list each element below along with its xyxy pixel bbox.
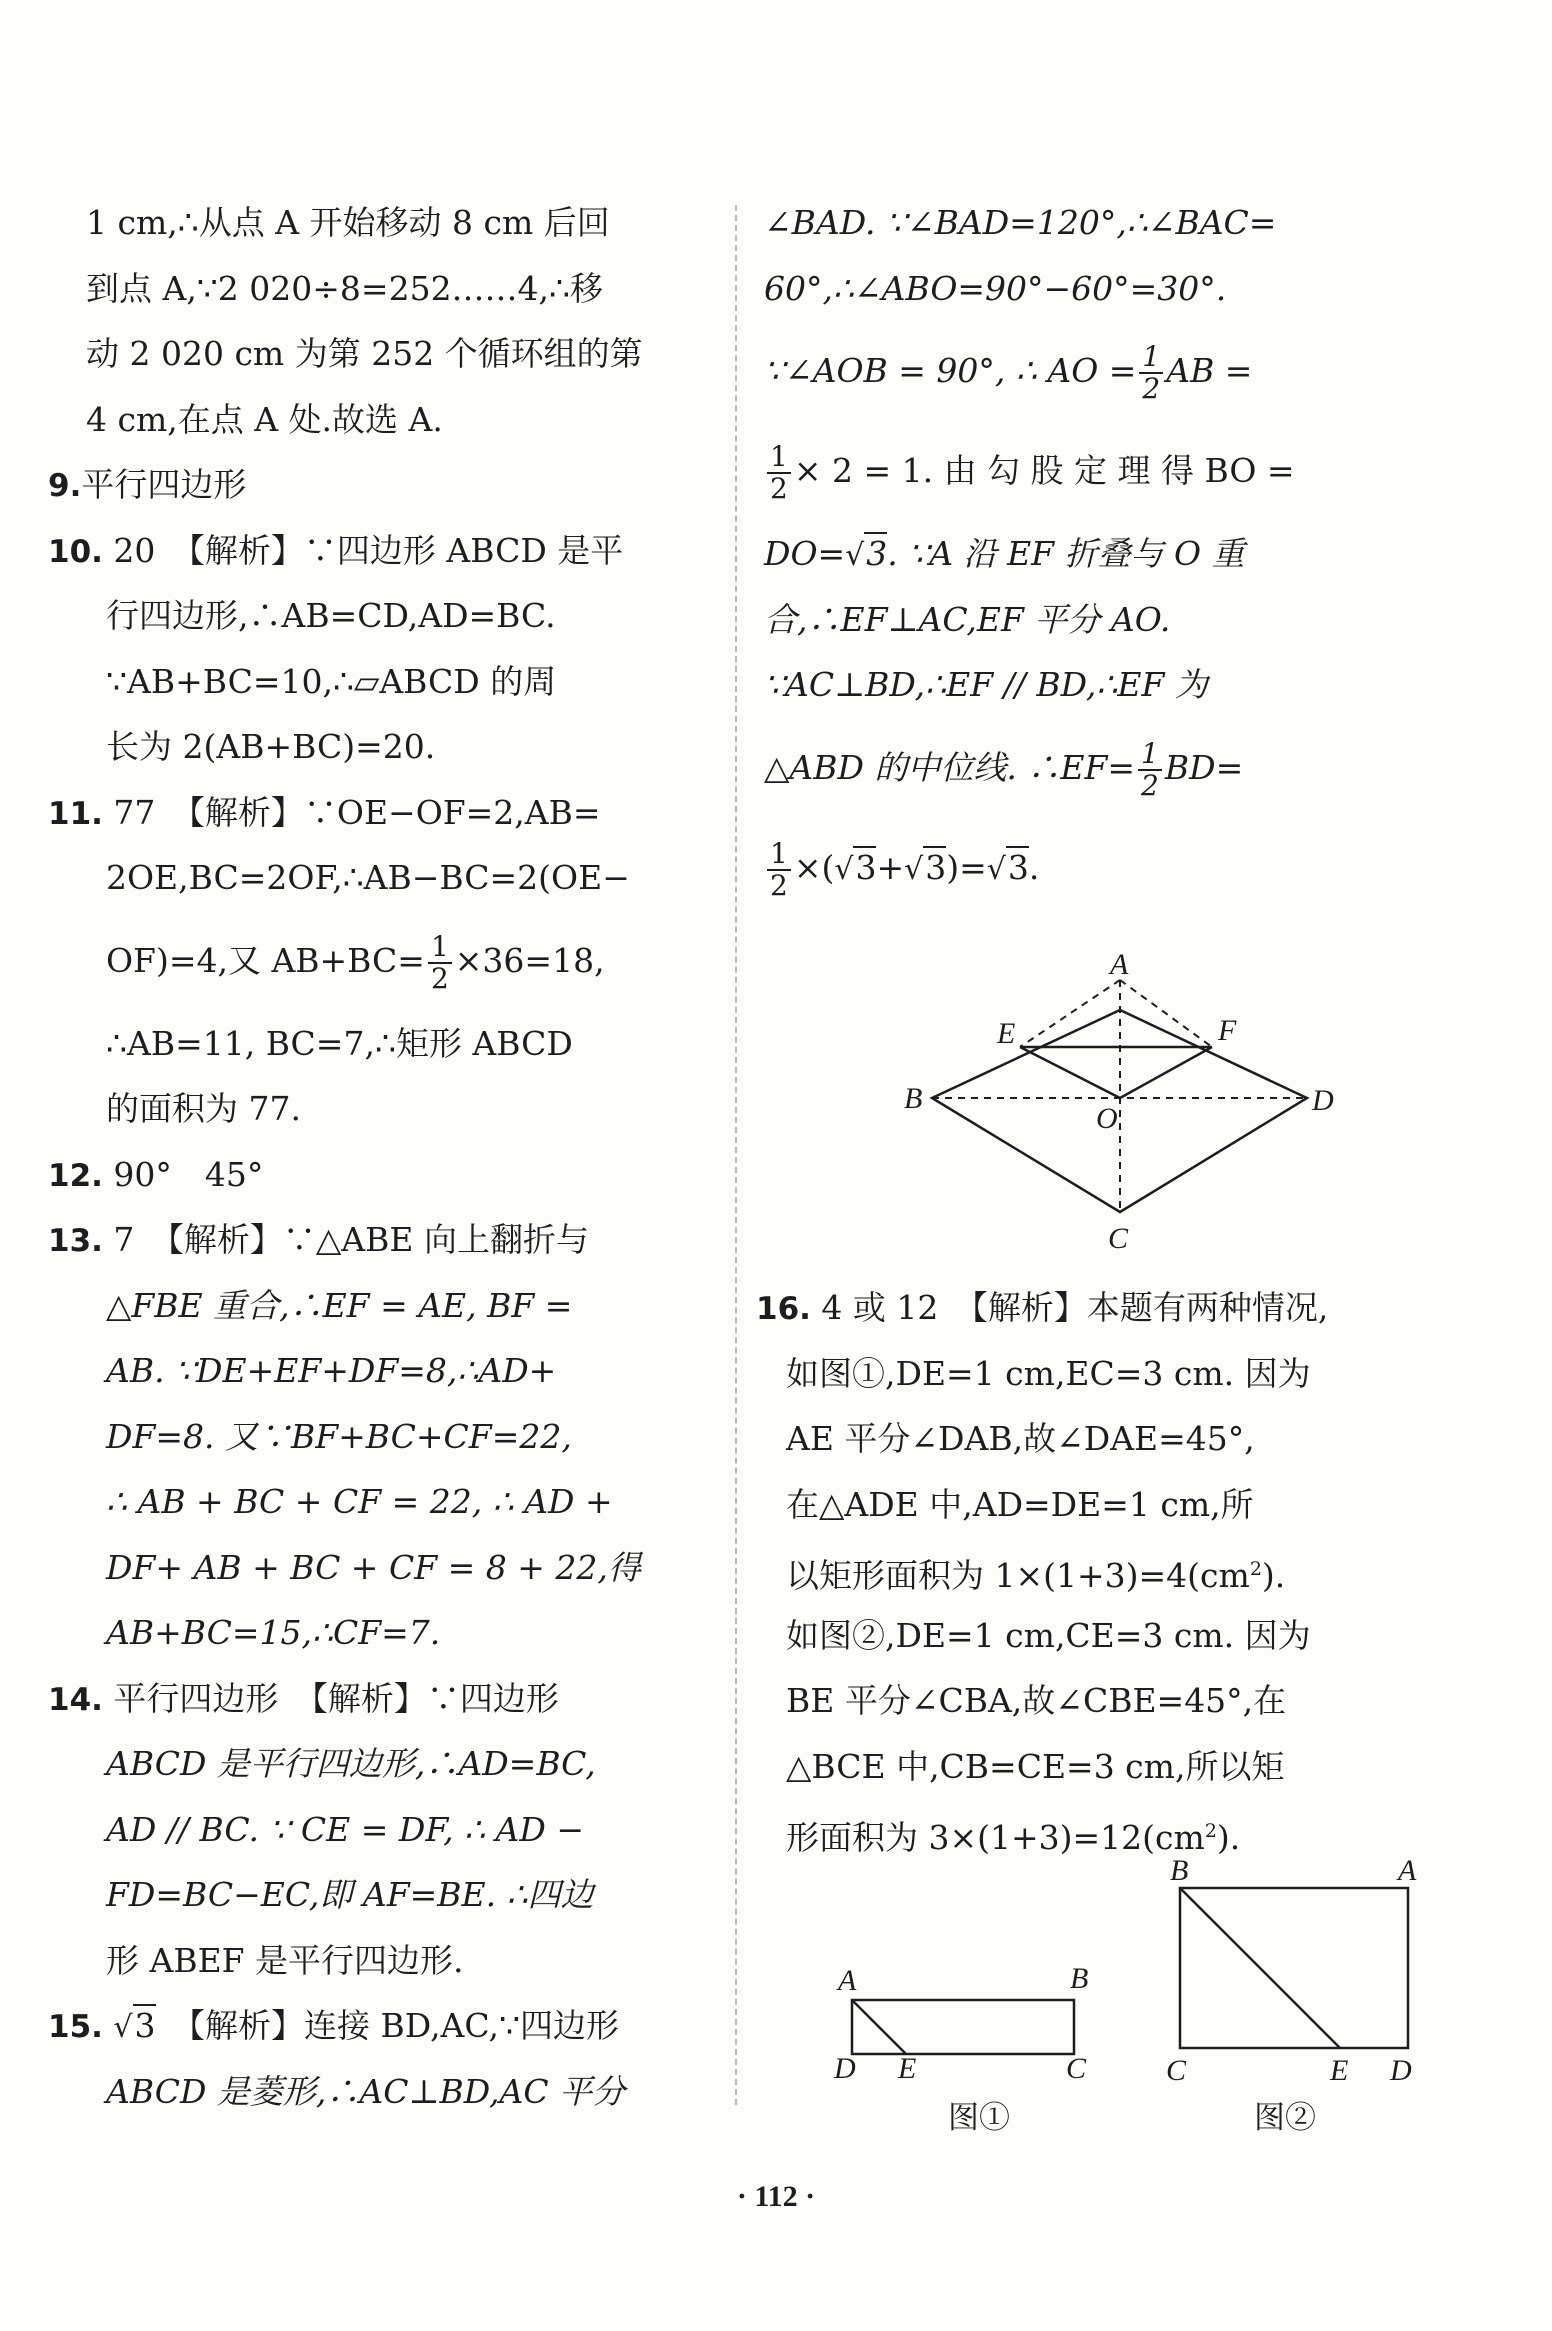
q16-block	[756, 1275, 1424, 1865]
figure-2-caption: 图②	[1254, 2100, 1316, 2136]
r9-frac-num: 1	[767, 839, 791, 871]
q16-text-5b: ).	[1261, 1556, 1286, 1595]
q15-number: 15.	[48, 2009, 103, 2045]
q15-cont-line-1: ∠BAD. ∵∠BAD=120°,∴∠BAC=	[764, 203, 1277, 242]
q9	[48, 452, 706, 518]
q16-text-1: 4 或 12 【解析】本题有两种情况,	[821, 1288, 1329, 1327]
q13-line-5: ∴ AB + BC + CF = 22, ∴ AD +	[106, 1482, 613, 1521]
r8-fraction	[1138, 736, 1162, 802]
q15-cont-line-4	[764, 421, 1414, 521]
q15-cont-line-8	[764, 718, 1414, 818]
q12-answer: 90° 45°	[113, 1154, 264, 1194]
r5-radical: √	[845, 538, 865, 573]
r4-frac-num: 1	[767, 442, 791, 474]
fig1-label-c: C	[1066, 2052, 1087, 2080]
q16-text-5a: 以矩形面积为 1×(1+3)=4(cm	[786, 1556, 1250, 1595]
q14-line-3: AD // BC. ∵ CE = DF, ∴ AD −	[106, 1809, 584, 1849]
q11-line-4: ∴AB=11, BC=7,∴矩形 ABCD	[106, 1023, 573, 1063]
q11-text-3a: OF)=4,又 AB+BC=	[106, 940, 425, 980]
q11-fraction	[428, 929, 452, 995]
page-number: · 112 ·	[736, 2180, 816, 2213]
fig1-rectangle	[852, 2000, 1074, 2054]
q15-cont-line-2: 60°,∴∠ABO=90°−60°=30°.	[764, 268, 1227, 308]
q13-line-2: △FBE 重合,∴EF = AE, BF =	[106, 1285, 573, 1325]
label-f: F	[1218, 1014, 1237, 1047]
q16-line-2: 如图①,DE=1 cm,EC=3 cm. 因为	[786, 1353, 1311, 1393]
r9-fraction	[767, 836, 791, 902]
r4-frac-den: 2	[770, 472, 788, 505]
q14-number: 14.	[48, 1681, 103, 1718]
q11-text-3b: ×36=18,	[454, 940, 605, 980]
r9-text-c: )=	[946, 847, 987, 887]
q16-text-9a: 形面积为 3×(1+3)=12(cm	[786, 1818, 1205, 1857]
r8-frac-den: 2	[1141, 768, 1159, 802]
fig1-label-b: B	[1070, 1962, 1089, 1995]
right-column	[764, 190, 1414, 918]
r4-text: × 2 = 1. 由 勾 股 定 理 得 BO =	[793, 451, 1295, 490]
label-o: O	[1096, 1102, 1118, 1135]
q8-tail-line-1: 1 cm,∴从点 A 开始移动 8 cm 后回	[86, 203, 610, 242]
q15-cont-line-6: 合,∴EF⊥AC,EF 平分 AO.	[764, 599, 1171, 639]
r9-radicand-3: 3	[1007, 847, 1029, 887]
figure-1	[820, 1950, 1100, 2080]
r9-text-a: ×(	[793, 847, 835, 887]
fig1-segment-ae	[852, 2000, 906, 2054]
q10-number: 10.	[48, 533, 103, 570]
segment-fo	[1120, 1047, 1212, 1098]
figure-2	[1150, 1850, 1440, 2086]
q15-text-1: 【解析】连接 BD,AC,∵四边形	[188, 2006, 619, 2045]
r9-radicand-2: 3	[925, 847, 947, 887]
q10-text-1: 20 【解析】∵四边形 ABCD 是平	[113, 530, 624, 570]
label-d: D	[1312, 1084, 1334, 1117]
fig1-label-a: A	[838, 1964, 857, 1997]
r3-text-a: ∵∠AOB = 90°, ∴ AO =	[764, 351, 1137, 390]
fig2-segment-be	[1180, 1888, 1340, 2048]
q11-frac-den: 2	[430, 961, 449, 995]
q13-line-4: DF=8. 又∵BF+BC+CF=22,	[106, 1416, 572, 1456]
q15-line-2: ABCD 是菱形,∴AC⊥BD,AC 平分	[106, 2071, 626, 2111]
q13-line-1	[48, 1207, 706, 1273]
r9-radicand-1: 3	[855, 847, 877, 887]
left-column	[48, 190, 706, 2124]
q15-cont-line-7: ∵AC⊥BD,∴EF // BD,∴EF 为	[764, 665, 1208, 704]
q15-cont-line-3	[764, 321, 1414, 421]
q16-sup-2: 2	[1204, 1820, 1217, 1842]
q16-line-7: BE 平分∠CBA,故∠CBE=45°,在	[786, 1681, 1287, 1720]
q15-cont-line-9	[764, 818, 1414, 918]
q14-line-2: ABCD 是平行四边形,∴AD=BC,	[106, 1744, 596, 1783]
r5-text-a: DO=	[764, 534, 846, 573]
q13-line-3: AB. ∵DE+EF+DF=8,∴AD+	[106, 1351, 557, 1390]
rhombus-figure	[880, 950, 1350, 1270]
segment-eo	[1020, 1047, 1120, 1098]
q16-line-6: 如图②,DE=1 cm,CE=3 cm. 因为	[786, 1615, 1311, 1655]
fig2-label-e: E	[1330, 2054, 1349, 2086]
q15-radicand: 3	[134, 2006, 156, 2045]
q13-text-1: 7 【解析】∵△ABE 向上翻折与	[113, 1220, 589, 1259]
fig1-label-d: D	[834, 2052, 856, 2080]
r5-text-b: . ∵A 沿 EF 折叠与 O 重	[887, 534, 1245, 573]
q11-number: 11.	[48, 795, 103, 832]
r9-radical-1: √	[834, 851, 854, 887]
q15-line-1	[48, 1993, 706, 2059]
q16-line-8: △BCE 中,CB=CE=3 cm,所以矩	[786, 1746, 1285, 1786]
q16-sup-1: 2	[1249, 1558, 1262, 1580]
q13-number: 13.	[48, 1223, 103, 1259]
r3-text-b: AB =	[1166, 351, 1253, 390]
q14-text-1: 平行四边形 【解析】∵四边形	[113, 1678, 559, 1718]
figure-1-caption: 图①	[948, 2100, 1010, 2136]
q16-line-3: AE 平分∠DAB,故∠DAE=45°,	[786, 1419, 1255, 1458]
q13-line-6: DF+ AB + BC + CF = 8 + 22,得	[106, 1547, 641, 1587]
q14-line-1	[48, 1666, 706, 1732]
label-b: B	[904, 1082, 923, 1115]
fig2-rectangle	[1180, 1888, 1408, 2048]
q8-tail-line-2: 到点 A,∵2 020÷8=252……4,∴移	[86, 268, 604, 308]
r8-text-a: △ABD 的中位线. ∴EF=	[764, 747, 1136, 787]
r4-fraction	[767, 442, 791, 504]
r3-frac-num: 1	[1139, 342, 1163, 374]
fig2-label-b: B	[1170, 1854, 1189, 1887]
q16-line-5	[764, 1537, 1424, 1603]
r9-frac-den: 2	[770, 868, 788, 902]
column-divider	[735, 205, 737, 2105]
q11-line-1	[48, 780, 706, 846]
q9-number: 9.	[48, 468, 82, 504]
q16-number: 16.	[756, 1291, 811, 1327]
q11-text-1: 77 【解析】∵OE−OF=2,AB=	[113, 792, 601, 832]
q13-line-7: AB+BC=15,∴CF=7.	[106, 1613, 441, 1652]
q16-line-4: 在△ADE 中,AD=DE=1 cm,所	[786, 1484, 1254, 1524]
q10-line-4: 长为 2(AB+BC)=20.	[106, 727, 436, 766]
r3-fraction	[1139, 342, 1163, 404]
label-a: A	[1110, 950, 1129, 981]
q10-line-3: ∵AB+BC=10,∴▱ABCD 的周	[106, 661, 557, 701]
fig1-label-e: E	[898, 2052, 917, 2080]
q11-line-5: 的面积为 77.	[106, 1089, 301, 1128]
q16-text-9b: ).	[1216, 1818, 1241, 1857]
q14-line-5: 形 ABEF 是平行四边形.	[106, 1940, 464, 1980]
r9-radical-2: √	[904, 851, 924, 887]
dashed-af	[1120, 980, 1212, 1047]
r9-radical-3: √	[986, 851, 1006, 887]
r5-radicand: 3	[866, 534, 888, 573]
q15-cont-line-5	[764, 521, 1414, 587]
fig2-label-a: A	[1398, 1854, 1417, 1887]
q11-frac-num: 1	[428, 932, 452, 964]
dashed-ae	[1020, 980, 1120, 1047]
q16-line-1	[756, 1275, 1424, 1341]
fig2-label-d: D	[1390, 2054, 1412, 2086]
r9-text-d: .	[1028, 847, 1040, 887]
r8-frac-num: 1	[1138, 739, 1162, 771]
q12-number: 12.	[48, 1157, 103, 1194]
label-e: E	[997, 1017, 1016, 1050]
label-c: C	[1108, 1222, 1129, 1255]
r9-plus: +	[876, 847, 905, 887]
r3-frac-den: 2	[1142, 372, 1161, 405]
q12	[48, 1142, 706, 1208]
q8-tail-line-3: 动 2 020 cm 为第 252 个循环组的第	[86, 334, 643, 373]
q11-line-2: 2OE,BC=2OF,∴AB−BC=2(OE−	[106, 858, 630, 897]
fig2-label-c: C	[1166, 2054, 1187, 2086]
q8-tail-line-4: 4 cm,在点 A 处.故选 A.	[86, 399, 443, 439]
q10-line-1	[48, 518, 706, 584]
q9-answer: 平行四边形	[81, 465, 247, 504]
q10-line-2: 行四边形,∴AB=CD,AD=BC.	[106, 596, 556, 635]
r8-text-b: BD=	[1164, 747, 1244, 787]
q14-line-4: FD=BC−EC,即 AF=BE. ∴四边	[106, 1875, 594, 1914]
q11-line-3	[86, 911, 706, 1011]
q15-radical: √	[113, 2010, 133, 2045]
